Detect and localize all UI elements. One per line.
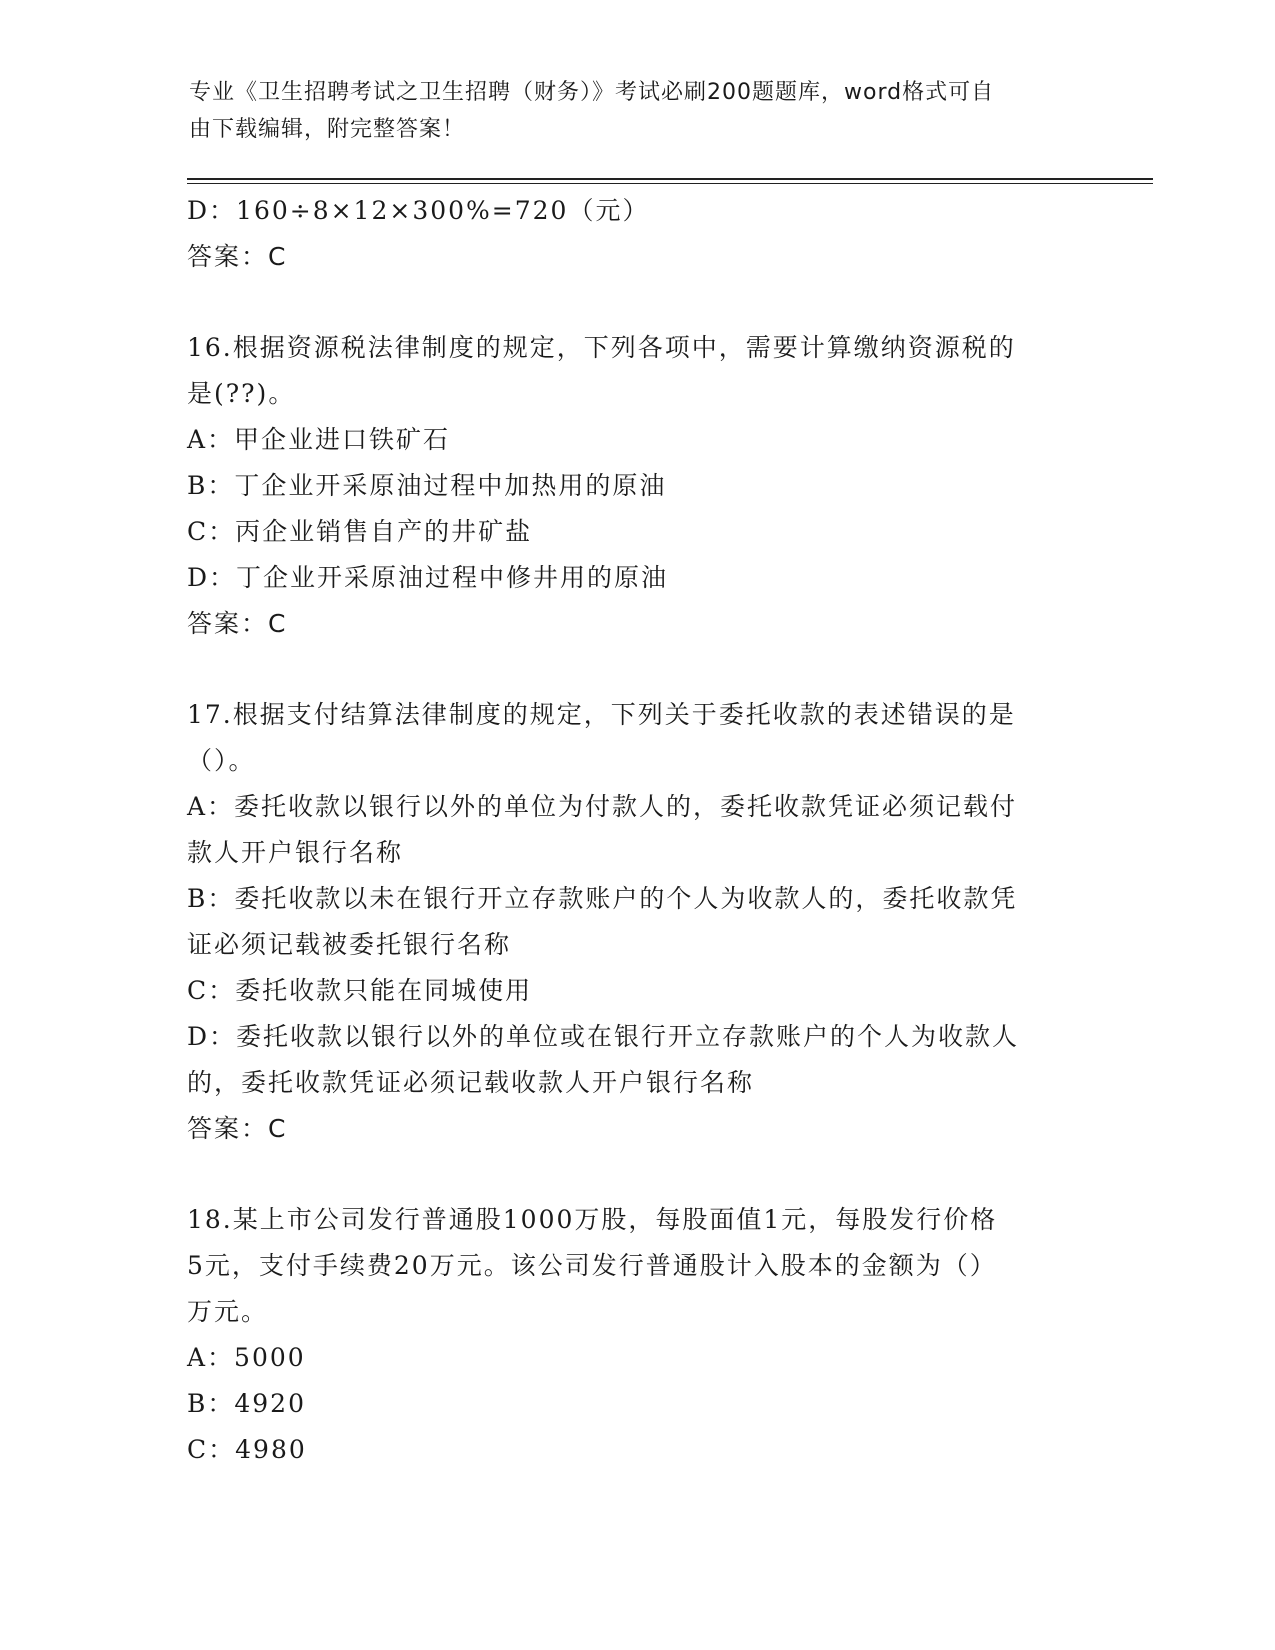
spacer [187, 1152, 1077, 1197]
question-stem: 17.根据支付结算法律制度的规定，下列关于委托收款的表述错误的是 [187, 700, 1016, 729]
header-line-2: 由下载编辑，附完整答案！ [189, 117, 466, 142]
option-b: B：丁企业开采原油过程中加热用的原油 [187, 471, 667, 500]
question-17 [187, 692, 1077, 1152]
header-divider-thin [187, 183, 1153, 184]
answer-line: 答案：C [187, 609, 288, 638]
answer-line: 答案：C [187, 1114, 288, 1143]
question-content [187, 188, 1077, 1473]
question-16 [187, 325, 1077, 647]
spacer [187, 647, 1077, 692]
option-c: C：4980 [187, 1435, 307, 1464]
header-divider-thick [187, 178, 1153, 180]
question-stem-continued: 5元，支付手续费20万元。该公司发行普通股计入股本的金额为（） [187, 1251, 997, 1280]
option-a: A：甲企业进口铁矿石 [187, 425, 451, 454]
option-a: A：5000 [187, 1343, 306, 1372]
option-b: B：4920 [187, 1389, 306, 1418]
question-15-tail [187, 188, 1077, 280]
option-c: C：丙企业销售自产的井矿盐 [187, 517, 533, 546]
question-stem: 18.某上市公司发行普通股1000万股，每股面值1元，每股发行价格 [187, 1205, 998, 1234]
option-d: D：160÷8×12×300%=720（元） [187, 196, 650, 225]
spacer [187, 280, 1077, 325]
header-line-1: 专业《卫生招聘考试之卫生招聘（财务）》考试必刷200题题库，word格式可自 [189, 80, 995, 105]
option-a: A：委托收款以银行以外的单位为付款人的，委托收款凭证必须记载付 [187, 792, 1018, 821]
option-a-continued: 款人开户银行名称 [187, 838, 404, 867]
page-header [189, 74, 1069, 148]
question-stem-continued: 是(??)。 [187, 379, 296, 408]
question-stem: 16.根据资源税法律制度的规定，下列各项中，需要计算缴纳资源税的 [187, 333, 1016, 362]
option-d: D：丁企业开采原油过程中修井用的原油 [187, 563, 669, 592]
question-18 [187, 1197, 1077, 1473]
option-d: D：委托收款以银行以外的单位或在银行开立存款账户的个人为收款人 [187, 1022, 1020, 1051]
answer-line: 答案：C [187, 242, 288, 271]
option-d-continued: 的，委托收款凭证必须记载收款人开户银行名称 [187, 1068, 755, 1097]
option-c: C：委托收款只能在同城使用 [187, 976, 533, 1005]
question-stem-end: 万元。 [187, 1297, 269, 1326]
option-b-continued: 证必须记载被委托银行名称 [187, 930, 512, 959]
option-b: B：委托收款以未在银行开立存款账户的个人为收款人的，委托收款凭 [187, 884, 1018, 913]
question-stem-continued: （）。 [187, 746, 256, 775]
